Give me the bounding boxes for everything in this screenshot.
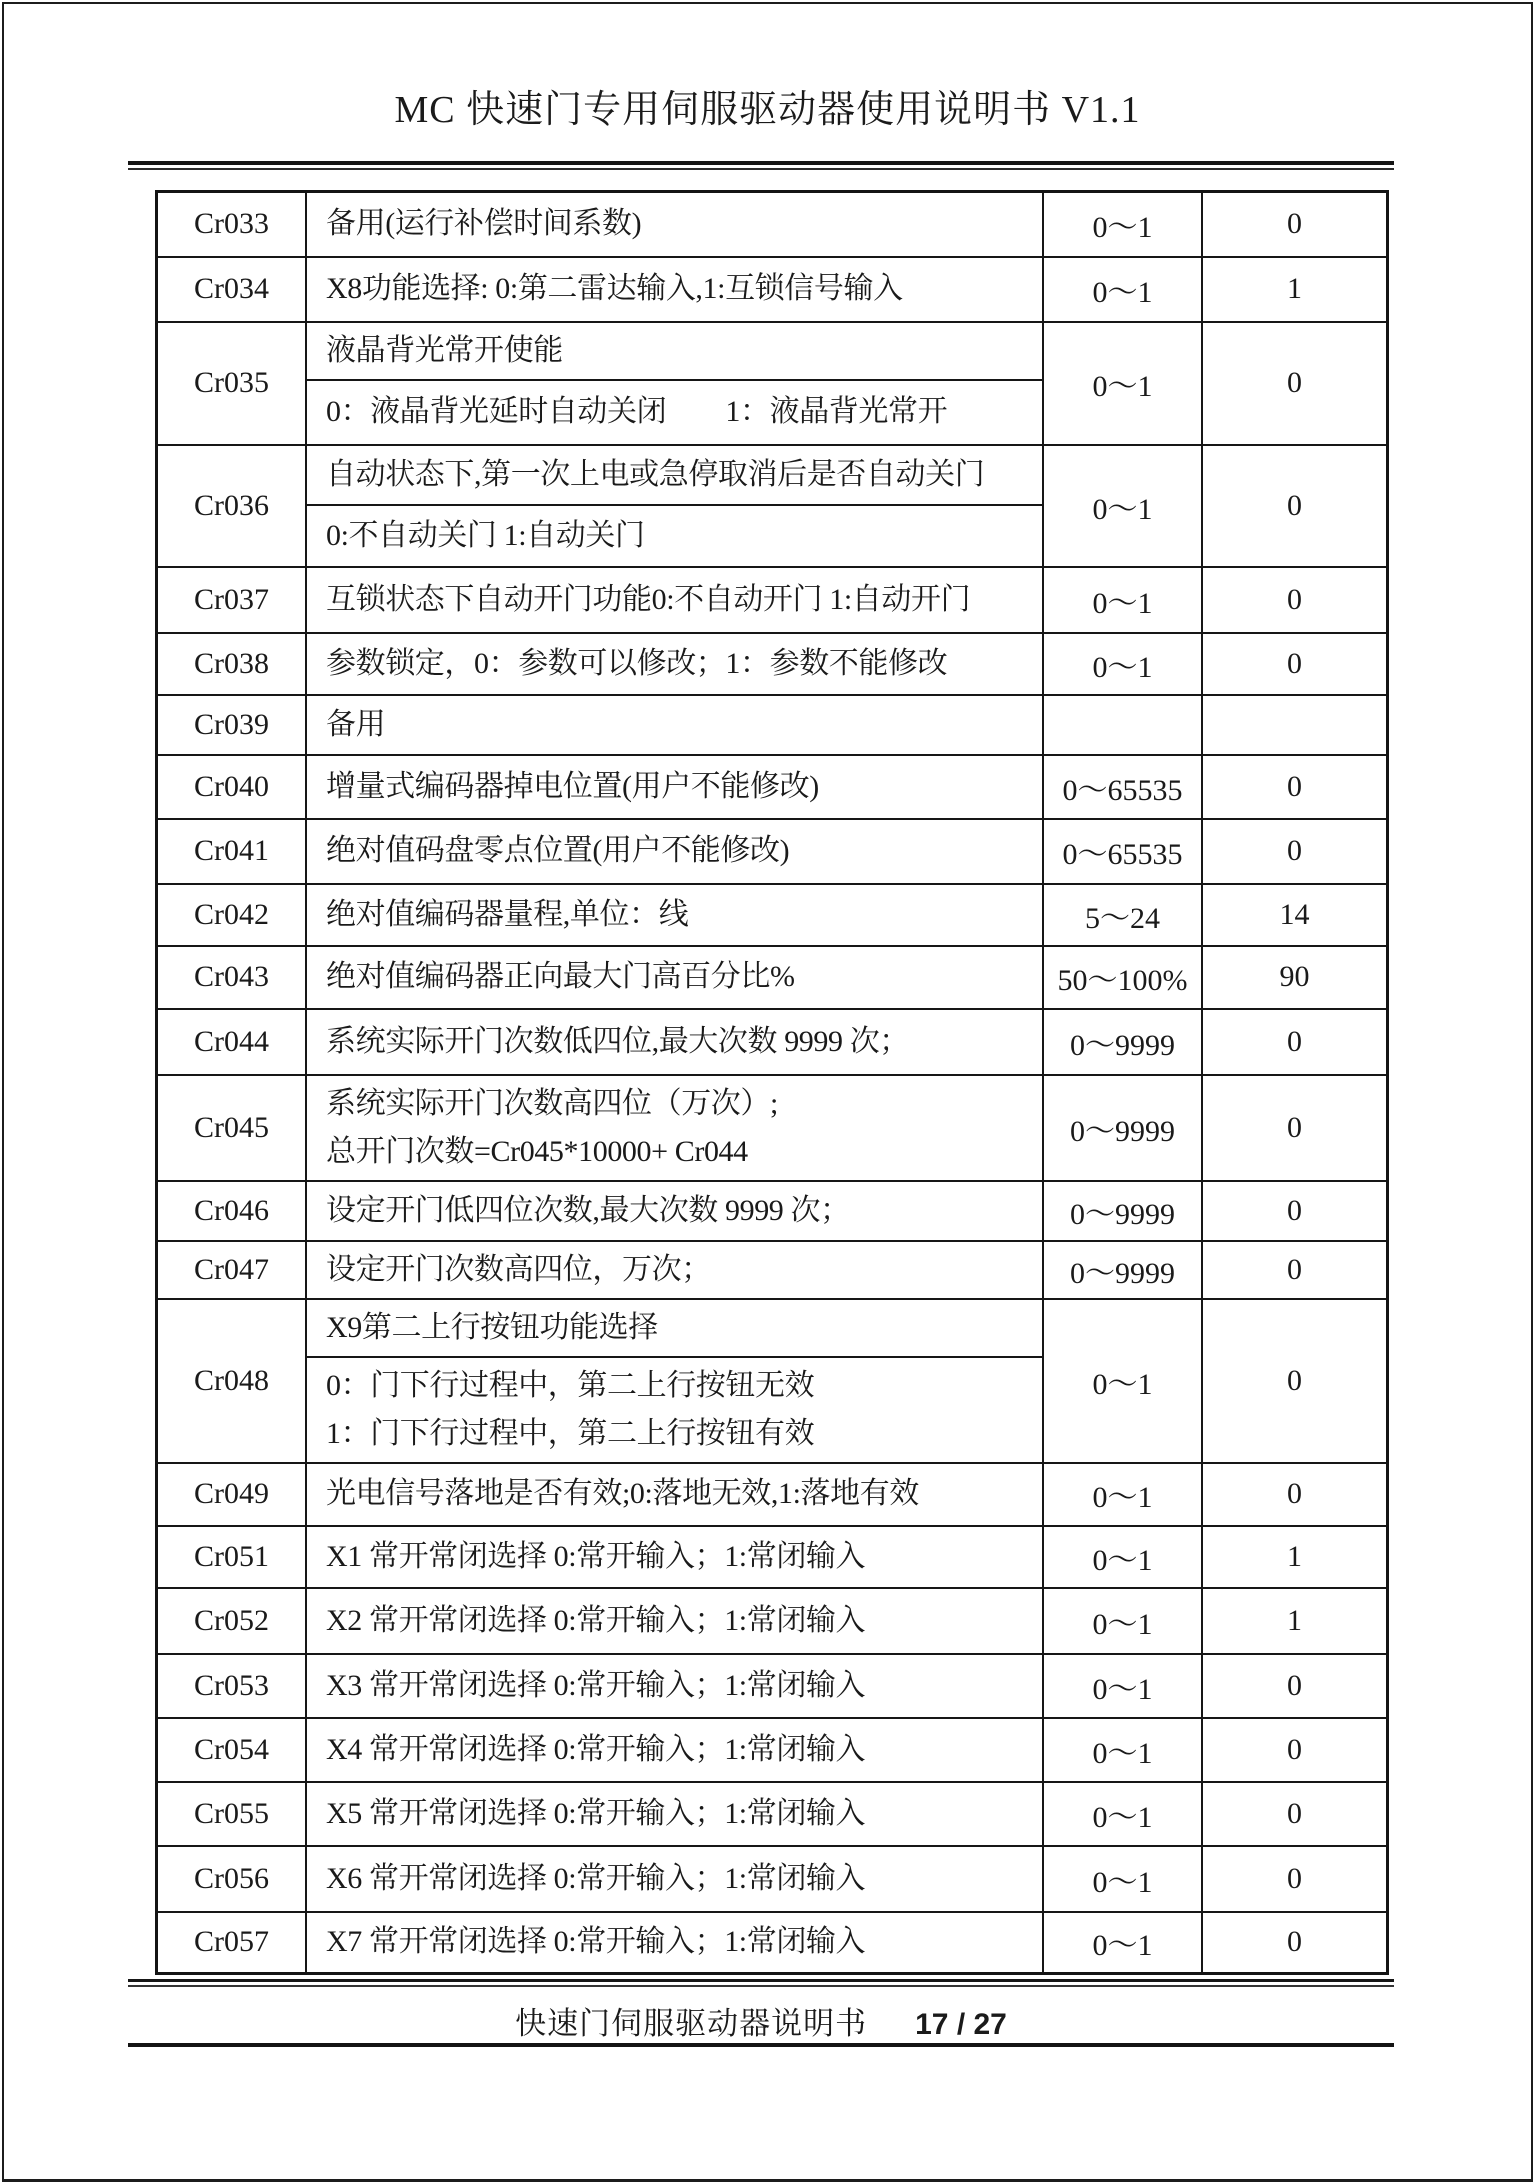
table-row	[157, 695, 1388, 755]
desc-line: 系统实际开门次数低四位,最大次数 9999 次；	[326, 1024, 909, 1058]
param-default-cell: 0	[1202, 1181, 1388, 1241]
param-desc-cell	[306, 819, 1043, 884]
param-code-cell: Cr048	[157, 1299, 307, 1463]
param-range-cell: 0～1	[1043, 322, 1202, 445]
table-row	[157, 322, 1388, 380]
table-row	[157, 1654, 1388, 1718]
param-desc-cell	[306, 1009, 1043, 1075]
param-desc-cell	[306, 633, 1043, 695]
param-table-body	[157, 192, 1388, 1974]
desc-line: X4 常开常闭选择 0:常开输入；1:常闭输入	[326, 1732, 866, 1766]
param-range-cell: 0～9999	[1043, 1241, 1202, 1299]
param-default-cell: 1	[1202, 1588, 1388, 1654]
desc-line: 备用(运行补偿时间系数)	[326, 207, 642, 241]
param-desc-cell	[306, 380, 1043, 445]
param-code-cell: Cr039	[157, 695, 307, 755]
desc-line: 绝对值编码器量程,单位：线	[326, 897, 689, 931]
param-default-cell: 0	[1202, 192, 1388, 257]
desc-line: 绝对值编码器正向最大门高百分比%	[326, 960, 795, 993]
table-row	[157, 567, 1388, 633]
param-code-cell: Cr051	[157, 1526, 307, 1588]
table-row	[157, 884, 1388, 946]
desc-line: X3 常开常闭选择 0:常开输入；1:常闭输入	[326, 1668, 866, 1702]
table-row	[157, 1009, 1388, 1075]
param-code-cell: Cr054	[157, 1718, 307, 1782]
param-desc-cell	[306, 1299, 1043, 1357]
param-desc-cell	[306, 1241, 1043, 1299]
param-desc-cell	[306, 445, 1043, 505]
param-range-cell: 0～1	[1043, 445, 1202, 567]
desc-line: 液晶背光常开使能	[326, 333, 563, 367]
param-code-cell: Cr035	[157, 322, 307, 445]
param-desc-cell	[306, 192, 1043, 257]
table-row	[157, 1241, 1388, 1299]
param-range-cell: 0～9999	[1043, 1075, 1202, 1181]
param-range-cell: 0～1	[1043, 257, 1202, 322]
param-default-cell: 0	[1202, 1654, 1388, 1718]
param-default-cell: 0	[1202, 567, 1388, 633]
param-default-cell: 0	[1202, 1075, 1388, 1181]
table-row	[157, 1181, 1388, 1241]
param-desc-cell	[306, 1654, 1043, 1718]
param-default-cell: 90	[1202, 946, 1388, 1009]
desc-line: 0：门下行过程中，第二上行按钮无效	[326, 1368, 815, 1402]
desc-line: 参数锁定，0：参数可以修改；1：参数不能修改	[326, 646, 948, 680]
table-row	[157, 1588, 1388, 1654]
param-default-cell: 0	[1202, 1241, 1388, 1299]
param-range-cell: 0～1	[1043, 1588, 1202, 1654]
param-code-cell: Cr056	[157, 1846, 307, 1912]
param-range-cell: 0～9999	[1043, 1181, 1202, 1241]
param-range-cell: 0～1	[1043, 1846, 1202, 1912]
desc-line: 1：门下行过程中，第二上行按钮有效	[326, 1416, 815, 1450]
param-code-cell: Cr044	[157, 1009, 307, 1075]
desc-line: 备用	[326, 707, 386, 741]
table-row	[157, 819, 1388, 884]
param-range-cell: 0～9999	[1043, 1009, 1202, 1075]
param-desc-cell	[306, 1718, 1043, 1782]
table-row	[157, 946, 1388, 1009]
footer-page-indicator: 17 / 27	[915, 2008, 1007, 2041]
param-range-cell: 50～100%	[1043, 946, 1202, 1009]
desc-line: X9第二上行按钮功能选择	[326, 1310, 658, 1344]
param-default-cell: 0	[1202, 1782, 1388, 1846]
param-code-cell: Cr045	[157, 1075, 307, 1181]
param-code-cell: Cr055	[157, 1782, 307, 1846]
param-desc-cell	[306, 1463, 1043, 1526]
desc-line: X6 常开常闭选择 0:常开输入；1:常闭输入	[326, 1861, 866, 1895]
footer-rule-bottom	[128, 2043, 1394, 2047]
param-desc-cell	[306, 946, 1043, 1009]
desc-line: 增量式编码器掉电位置(用户不能修改)	[326, 769, 819, 803]
param-desc-cell	[306, 1846, 1043, 1912]
desc-line: 设定开门次数高四位，万次；	[326, 1252, 711, 1286]
desc-line: 总开门次数=Cr045*10000+ Cr044	[326, 1134, 748, 1168]
param-code-cell: Cr043	[157, 946, 307, 1009]
param-range-cell: 0～65535	[1043, 819, 1202, 884]
param-desc-cell	[306, 257, 1043, 322]
param-code-cell: Cr046	[157, 1181, 307, 1241]
desc-line: X2 常开常闭选择 0:常开输入；1:常闭输入	[326, 1603, 866, 1637]
param-range-cell	[1043, 695, 1202, 755]
table-row	[157, 1846, 1388, 1912]
param-desc-cell	[306, 567, 1043, 633]
table-row	[157, 1526, 1388, 1588]
param-default-cell: 14	[1202, 884, 1388, 946]
table-row	[157, 755, 1388, 819]
table-row	[157, 1782, 1388, 1846]
param-range-cell: 0～1	[1043, 567, 1202, 633]
param-desc-cell	[306, 1912, 1043, 1974]
param-desc-cell	[306, 755, 1043, 819]
footer-doc-name: 快速门伺服驱动器说明书	[515, 2006, 868, 2041]
param-default-cell: 0	[1202, 633, 1388, 695]
param-code-cell: Cr057	[157, 1912, 307, 1974]
param-range-cell: 0～1	[1043, 1782, 1202, 1846]
header-rule	[128, 161, 1394, 170]
footer	[128, 2004, 1394, 2045]
table-row	[157, 445, 1388, 505]
param-desc-cell	[306, 1181, 1043, 1241]
desc-line: 光电信号落地是否有效;0:落地无效,1:落地有效	[326, 1477, 919, 1510]
param-code-cell: Cr036	[157, 445, 307, 567]
desc-line: 设定开门低四位次数,最大次数 9999 次；	[326, 1193, 850, 1227]
desc-line: X7 常开常闭选择 0:常开输入；1:常闭输入	[326, 1925, 866, 1959]
desc-line: 系统实际开门次数高四位（万次）;	[326, 1086, 778, 1120]
param-desc-cell	[306, 322, 1043, 380]
desc-line: 0：液晶背光延时自动关闭 1：液晶背光常开	[326, 395, 948, 428]
param-code-cell: Cr034	[157, 257, 307, 322]
param-range-cell: 0～1	[1043, 1912, 1202, 1974]
parameter-table	[155, 190, 1389, 1975]
param-range-cell: 0～65535	[1043, 755, 1202, 819]
param-default-cell: 0	[1202, 755, 1388, 819]
param-code-cell: Cr042	[157, 884, 307, 946]
table-row	[157, 1463, 1388, 1526]
param-desc-cell	[306, 1782, 1043, 1846]
param-default-cell: 0	[1202, 819, 1388, 884]
param-code-cell: Cr033	[157, 192, 307, 257]
param-default-cell	[1202, 695, 1388, 755]
param-code-cell: Cr047	[157, 1241, 307, 1299]
footer-rule-top	[128, 1979, 1394, 1987]
param-desc-cell	[306, 505, 1043, 567]
param-range-cell: 0～1	[1043, 1654, 1202, 1718]
param-code-cell: Cr049	[157, 1463, 307, 1526]
param-default-cell: 0	[1202, 1463, 1388, 1526]
param-code-cell: Cr040	[157, 755, 307, 819]
param-default-cell: 0	[1202, 1718, 1388, 1782]
param-default-cell: 0	[1202, 1846, 1388, 1912]
page-title: MC 快速门专用伺服驱动器使用说明书 V1.1	[394, 89, 1141, 131]
desc-line: X8功能选择: 0:第二雷达输入,1:互锁信号输入	[326, 272, 903, 305]
param-desc-cell	[306, 1588, 1043, 1654]
param-code-cell: Cr052	[157, 1588, 307, 1654]
desc-line: 自动状态下,第一次上电或急停取消后是否自动关门	[326, 457, 985, 491]
param-range-cell: 0～1	[1043, 1463, 1202, 1526]
param-desc-cell	[306, 1526, 1043, 1588]
table-row	[157, 1912, 1388, 1974]
param-range-cell: 0～1	[1043, 1526, 1202, 1588]
table-row	[157, 1075, 1388, 1181]
param-code-cell: Cr038	[157, 633, 307, 695]
param-range-cell: 5～24	[1043, 884, 1202, 946]
table-row	[157, 192, 1388, 257]
param-desc-cell	[306, 1357, 1043, 1463]
table-row	[157, 1718, 1388, 1782]
param-default-cell: 0	[1202, 322, 1388, 445]
desc-line: X1 常开常闭选择 0:常开输入；1:常闭输入	[326, 1539, 866, 1573]
param-range-cell: 0～1	[1043, 192, 1202, 257]
param-range-cell: 0～1	[1043, 633, 1202, 695]
param-code-cell: Cr053	[157, 1654, 307, 1718]
param-desc-cell	[306, 695, 1043, 755]
desc-line: 绝对值码盘零点位置(用户不能修改)	[326, 834, 790, 867]
desc-line: 0:不自动关门 1:自动关门	[326, 518, 645, 552]
param-range-cell: 0～1	[1043, 1299, 1202, 1463]
param-default-cell: 1	[1202, 1526, 1388, 1588]
param-default-cell: 0	[1202, 1299, 1388, 1463]
param-default-cell: 0	[1202, 1009, 1388, 1075]
param-default-cell: 1	[1202, 257, 1388, 322]
param-default-cell: 0	[1202, 1912, 1388, 1974]
param-desc-cell	[306, 1075, 1043, 1181]
param-range-cell: 0～1	[1043, 1718, 1202, 1782]
table-row	[157, 633, 1388, 695]
param-default-cell: 0	[1202, 445, 1388, 567]
desc-line: 互锁状态下自动开门功能0:不自动开门 1:自动开门	[326, 582, 971, 616]
param-code-cell: Cr041	[157, 819, 307, 884]
param-code-cell: Cr037	[157, 567, 307, 633]
param-desc-cell	[306, 884, 1043, 946]
desc-line: X5 常开常闭选择 0:常开输入；1:常闭输入	[326, 1796, 866, 1830]
table-row	[157, 257, 1388, 322]
table-row	[157, 1299, 1388, 1357]
